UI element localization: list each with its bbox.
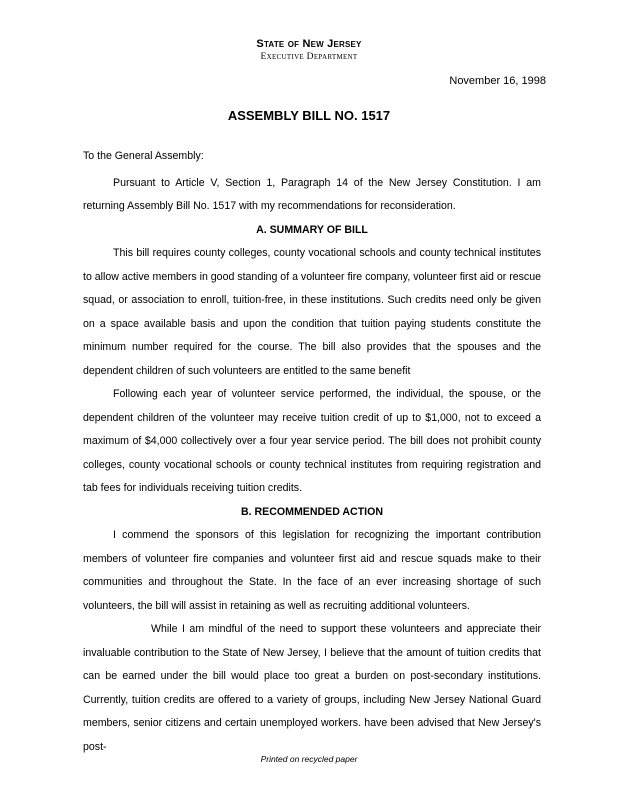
header-state xyxy=(0,38,618,50)
department-name: Executive Department xyxy=(260,52,358,62)
intro-paragraph: Pursuant to Article V, Section 1, Paragraph 14 of the New Jersey Constitution. I am returning Assembly Bill No. 1517 with my recommendations for reconsideration. xyxy=(83,176,541,212)
section-b-paragraph: While I am mindful of the need to support these volunteers and appreciate their invaluable contribution to the State of New Jersey, I believe that the amount of tuition credits that can be earned under the bill would place too great a burden on post-secondary institutions. Currently, tuition credits are offered to a variety of groups, including New Jersey National Guard members, senior citizens and certain unemployed workers. have been advised that New Jersey's post- xyxy=(83,623,541,753)
section-a-heading: A. SUMMARY OF BILL xyxy=(256,223,368,236)
footer-note: Printed on recycled paper xyxy=(260,754,358,764)
document-title: ASSEMBLY BILL NO. 1517 xyxy=(227,108,391,123)
header-department xyxy=(0,52,618,62)
section-a-paragraph: This bill requires county colleges, county vocational schools and county technical institutes to allow active members in good standing of a volunteer fire company, volunteer first aid or rescue squad, or association to enroll, tuition-free, in these institutions. Such credits need only be given on a space available basis and upon the condition that tuition paying students constitute the minimum number required for the course. The bill also provides that the spouses and the dependent children of such volunteers are entitled to the same benefit xyxy=(83,247,541,377)
section-b-heading: B. RECOMMENDED ACTION xyxy=(240,505,384,518)
salutation: To the General Assembly: xyxy=(83,150,204,162)
section-a-paragraph: Following each year of volunteer service performed, the individual, the spouse, or the dependent children of the volunteer may receive tuition credit of up to $1,000, not to exceed a maximum of $4,000 collectively over a four year service period. The bill does not prohibit county colleges, county vocational schools or county technical institutes from requiring registration and tab fees for individuals receiving tuition credits. xyxy=(83,388,541,494)
document-body xyxy=(83,145,541,759)
state-name: State of New Jersey xyxy=(256,38,362,50)
document-date: November 16, 1998 xyxy=(449,75,546,87)
section-b-paragraph: I commend the sponsors of this legislation for recognizing the important contribution members of volunteer fire companies and volunteer first aid and rescue squads make to their communities and throughout the State. In the face of an ever increasing shortage of such volunteers, the bill will assist in retaining as well as recruiting additional volunteers. xyxy=(83,529,541,612)
